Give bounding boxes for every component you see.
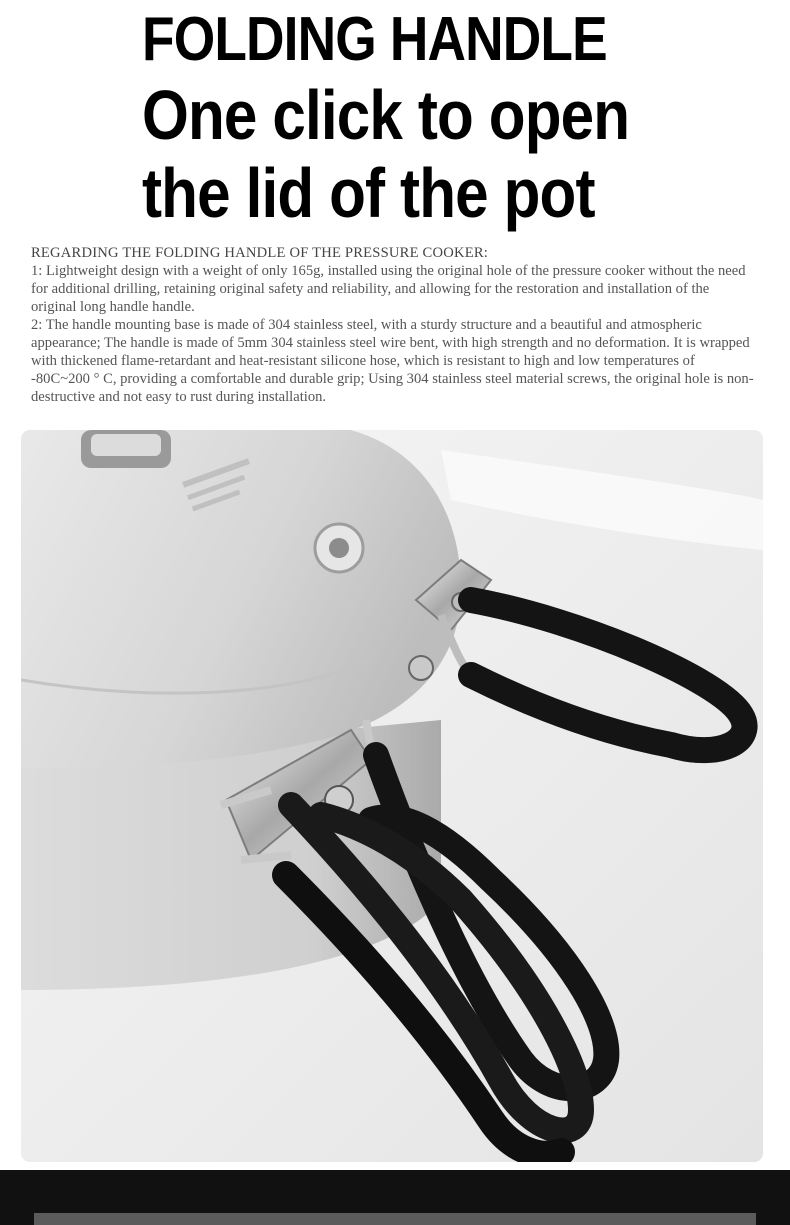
headline-line-1: FOLDING HANDLE	[142, 5, 607, 74]
product-photo	[21, 430, 763, 1162]
bottom-strip	[34, 1213, 756, 1225]
pressure-cooker-illustration	[21, 430, 763, 1162]
headline	[142, 4, 762, 232]
headline-line-3: the lid of the pot	[142, 154, 595, 232]
description	[31, 244, 756, 406]
description-point-1: 1: Lightweight design with a weight of only 165g, installed using the original hole of the pressure cooker without the need for additional drilling, retaining original safety and reliability, and allowing for the restoration and installation of the original long handle handle.	[31, 263, 746, 315]
description-point-2: 2: The handle mounting base is made of 304 stainless steel, with a sturdy structure and a beautiful and atmospheric appearance; The handle is made of 5mm 304 stainless steel wire bent, with high strength and no deformation. It is wrapped with thickened flame-retardant and heat-resistant silicone hose, which is resistant to high and low temperatures of -80C~200 ° C, providing a comfortable and durable grip; Using 304 stainless steel material screws, the original hole is non-destructive and not easy to rust during installation.	[31, 317, 754, 405]
headline-line-2: One click to open	[142, 76, 630, 154]
mount-screw	[409, 656, 433, 680]
description-heading: REGARDING THE FOLDING HANDLE OF THE PRESSURE COOKER:	[31, 245, 489, 261]
